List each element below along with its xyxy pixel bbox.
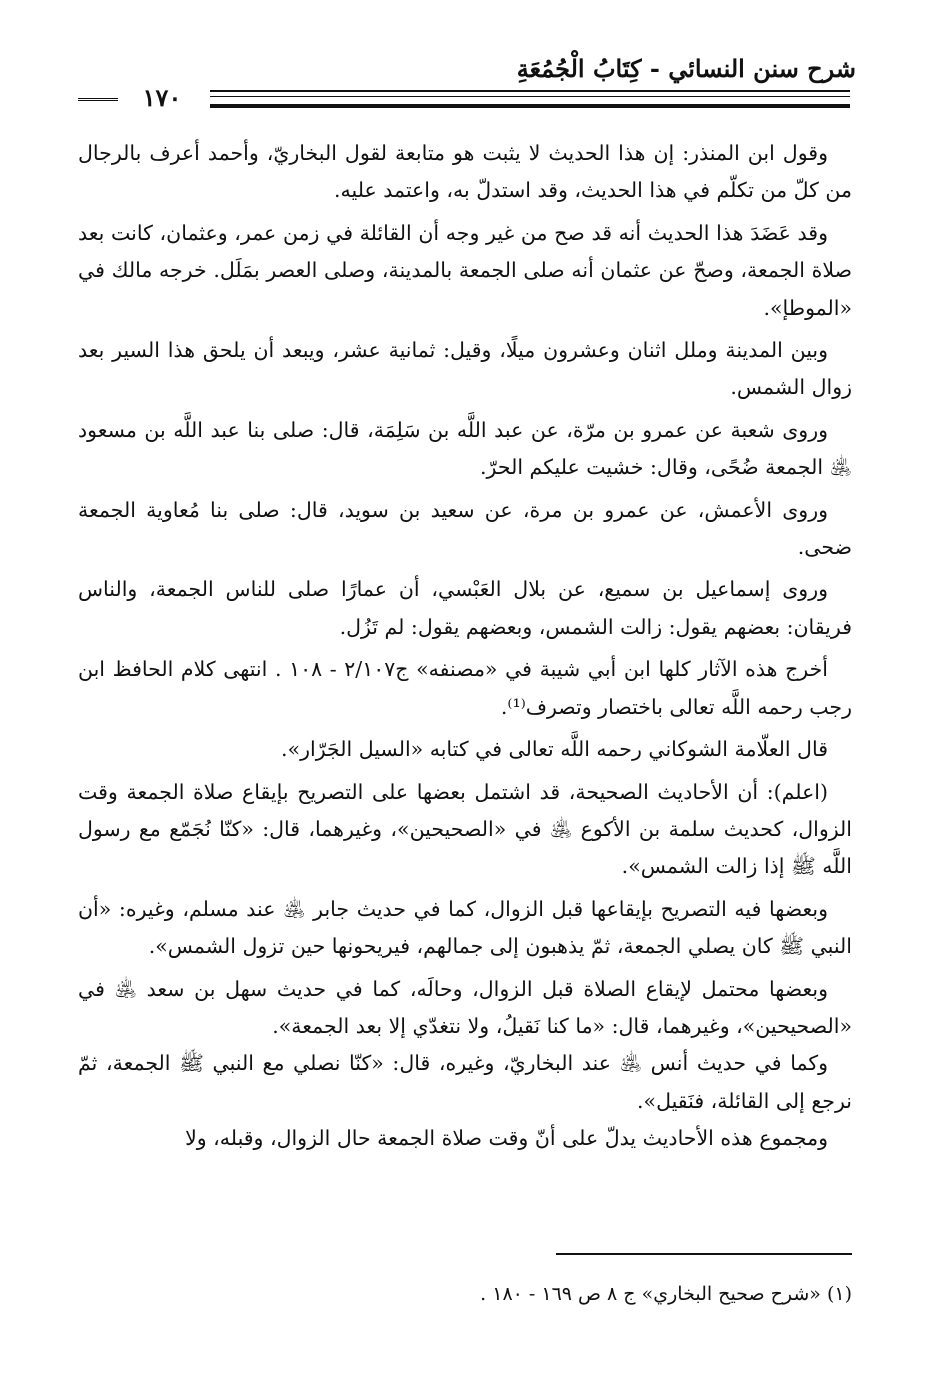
paragraph: وروى إسماعيل بن سميع، عن بلال العَبْسي، أن عمارًا صلى للناس الجمعة، والناس فريقان: بعضهم يقول: زالت الشمس، وبعضهم يقول: لم تَزُل. (78, 577, 852, 639)
header-rule-left (78, 98, 118, 101)
paragraph: قال العلّامة الشوكاني رحمه اللَّه تعالى في كتابه «السيل الجَرّار». (281, 737, 828, 762)
footnote-separator (556, 1253, 852, 1255)
running-title: شرح سنن النسائي - كِتَابُ الْجُمُعَةِ (516, 54, 856, 83)
paragraph: وبعضها فيه التصريح بإيقاعها قبل الزوال، كما في حديث جابر ﵁ عند مسلم، وغيره: «أن النبي ﷺ كان يصلي الجمعة، ثمّ يذهبون إلى جمالهم، فيريحونها حين تزول الشمس». (78, 896, 852, 959)
paragraph: وقول ابن المنذر: إن هذا الحديث لا يثبت هو متابعة لقول البخاريّ، وأحمد أعرف بالرجال من كلّ من تكلّم في هذا الحديث، وقد استدلّ به، واعتمد عليه. (78, 141, 852, 203)
paragraph: وقد عَضَدَ هذا الحديث أنه قد صح من غير وجه أن القائلة في زمن عمر، وعثمان، كانت بعد صلاة الجمعة، وصحّ عن عثمان أنه صلى الجمعة بالمدينة، وصلى العصر بمَلَل. خرجه مالك في «الموطإ». (78, 220, 852, 320)
paragraph: وروى شعبة عن عمرو بن مرّة، عن عبد اللَّه بن سَلِمَة، قال: صلى بنا عبد اللَّه بن مسعود ﵁ الجمعة ضُحًى، وقال: خشيت عليكم الحرّ. (78, 417, 852, 480)
paragraph: وبعضها محتمل لإيقاع الصلاة قبل الزوال، وحالَه، كما في حديث سهل بن سعد ﵁ في «الصحيحين»، وغيرهما، قال: «ما كنا نَقيلُ، ولا نتغدّي إلا بعد الجمعة». (78, 976, 852, 1038)
header-rule (210, 90, 850, 108)
paragraph: ومجموع هذه الأحاديث يدلّ على أنّ وقت صلاة الجمعة حال الزوال، وقبله، ولا (185, 1126, 828, 1151)
main-text (78, 135, 852, 1158)
footnote: (١) «شرح صحيح البخاري» ج ٨ ص ١٦٩ - ١٨٠ . (480, 1283, 852, 1305)
paragraph: وكما في حديث أنس ﵁ عند البخاريّ، وغيره، قال: «كنّا نصلي مع النبي ﷺ الجمعة، ثمّ نرجع إلى القائلة، فنَقيل». (78, 1051, 852, 1113)
paragraph: وروى الأعمش، عن عمرو بن مرة، عن سعيد بن سويد، قال: صلى بنا مُعاوية الجمعة ضحى. (78, 497, 852, 560)
page-number: ١٧٠ (142, 83, 182, 112)
paragraph: (اعلم): أن الأحاديث الصحيحة، قد اشتمل بعضها على التصريح بإيقاع صلاة الجمعة وقت الزوال، كحديث سلمة بن الأكوع ﵁ في «الصحيحين»، وغيرهما، قال: «كنّا نُجَمّع مع رسول اللَّه ﷺ إذا زالت الشمس». (78, 779, 852, 879)
paragraph: أخرج هذه الآثار كلها ابن أبي شيبة في «مصنفه» ج٢/١٠٧ - ١٠٨ . انتهى كلام الحافظ ابن رجب رحمه اللَّه تعالى باختصار وتصرف⁽¹⁾. (78, 657, 852, 719)
paragraph: وبين المدينة وملل اثنان وعشرون ميلًا، وقيل: ثمانية عشر، ويبعد أن يلحق هذا السير بعد زوال الشمس. (78, 338, 852, 400)
